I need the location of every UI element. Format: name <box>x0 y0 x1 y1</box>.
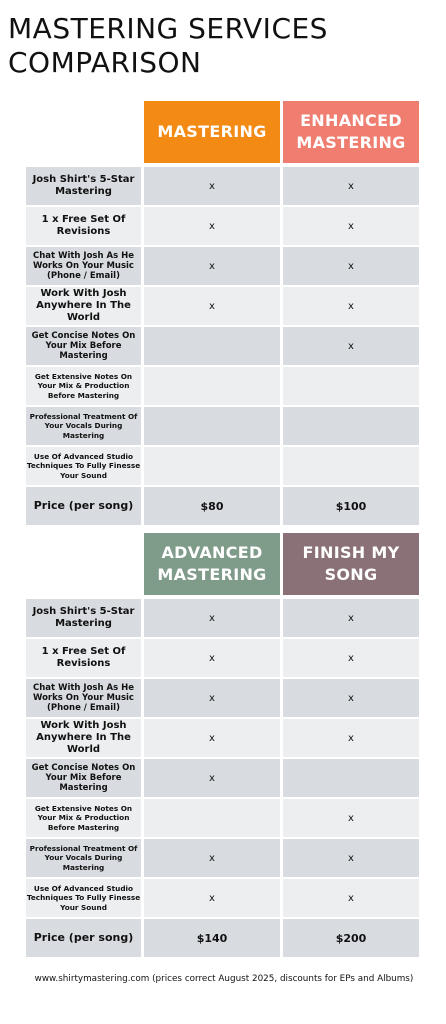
table-row <box>26 207 421 245</box>
feature-label: Use Of Advanced Studio Techniques To Fully Finesse Your Sound <box>26 879 141 917</box>
feature-mark <box>144 327 280 365</box>
feature-mark: x <box>283 839 419 877</box>
feature-label: Work With Josh Anywhere In The World <box>26 287 141 325</box>
table-header-row <box>26 533 421 595</box>
feature-mark <box>283 367 419 405</box>
feature-mark: x <box>283 327 419 365</box>
feature-mark <box>144 367 280 405</box>
feature-mark: x <box>144 759 280 797</box>
feature-label: Get Extensive Notes On Your Mix & Production Before Mastering <box>26 799 141 837</box>
table-row <box>26 639 421 677</box>
price-value: $140 <box>144 919 280 957</box>
table-row <box>26 327 421 365</box>
comparison-table-1 <box>26 101 421 527</box>
title-line-2: COMPARISON <box>8 46 202 79</box>
feature-label: Work With Josh Anywhere In The World <box>26 719 141 757</box>
feature-label: Get Extensive Notes On Your Mix & Production Before Mastering <box>26 367 141 405</box>
feature-label: Get Concise Notes On Your Mix Before Mastering <box>26 759 141 797</box>
table-row <box>26 759 421 797</box>
feature-mark: x <box>144 167 280 205</box>
feature-mark: x <box>283 639 419 677</box>
plan-header-mastering: MASTERING <box>144 101 280 163</box>
price-row <box>26 919 421 957</box>
feature-mark <box>283 759 419 797</box>
title-line-1: MASTERING SERVICES <box>8 12 328 45</box>
feature-mark: x <box>144 207 280 245</box>
feature-label: Professional Treatment Of Your Vocals During Mastering <box>26 839 141 877</box>
table-row <box>26 879 421 917</box>
table-row <box>26 447 421 485</box>
footer-note: www.shirtymastering.com (prices correct August 2025, discounts for EPs and Albums) <box>34 974 414 984</box>
feature-mark: x <box>144 287 280 325</box>
feature-label: Josh Shirt's 5-Star Mastering <box>26 599 141 637</box>
feature-mark: x <box>144 599 280 637</box>
feature-mark: x <box>283 167 419 205</box>
price-value: $100 <box>283 487 419 525</box>
table-row <box>26 367 421 405</box>
table-row <box>26 799 421 837</box>
feature-mark <box>283 407 419 445</box>
feature-label: Professional Treatment Of Your Vocals During Mastering <box>26 407 141 445</box>
header-spacer <box>26 533 141 595</box>
feature-mark: x <box>283 719 419 757</box>
feature-mark: x <box>144 839 280 877</box>
table-row <box>26 167 421 205</box>
comparison-table-2 <box>26 533 421 959</box>
table-row <box>26 839 421 877</box>
feature-mark: x <box>144 639 280 677</box>
feature-mark: x <box>283 287 419 325</box>
plan-header-advanced-mastering: ADVANCED MASTERING <box>144 533 280 595</box>
feature-mark: x <box>144 247 280 285</box>
price-label: Price (per song) <box>26 487 141 525</box>
feature-mark: x <box>283 599 419 637</box>
page-title <box>8 12 438 80</box>
feature-label: Use Of Advanced Studio Techniques To Fully Finesse Your Sound <box>26 447 141 485</box>
plan-header-enhanced-mastering: ENHANCED MASTERING <box>283 101 419 163</box>
feature-mark: x <box>144 879 280 917</box>
feature-label: 1 x Free Set Of Revisions <box>26 639 141 677</box>
feature-mark <box>283 447 419 485</box>
price-row <box>26 487 421 525</box>
price-label: Price (per song) <box>26 919 141 957</box>
feature-mark: x <box>283 247 419 285</box>
price-value: $200 <box>283 919 419 957</box>
table-row <box>26 247 421 285</box>
table-row <box>26 407 421 445</box>
feature-mark <box>144 799 280 837</box>
feature-mark: x <box>144 719 280 757</box>
feature-label: Chat With Josh As He Works On Your Music (Phone / Email) <box>26 679 141 717</box>
feature-label: 1 x Free Set Of Revisions <box>26 207 141 245</box>
feature-label: Chat With Josh As He Works On Your Music (Phone / Email) <box>26 247 141 285</box>
feature-label: Josh Shirt's 5-Star Mastering <box>26 167 141 205</box>
feature-mark <box>144 447 280 485</box>
table-row <box>26 287 421 325</box>
feature-label: Get Concise Notes On Your Mix Before Mastering <box>26 327 141 365</box>
table-row <box>26 679 421 717</box>
feature-mark: x <box>283 879 419 917</box>
table-row <box>26 719 421 757</box>
plan-header-finish-my-song: FINISH MY SONG <box>283 533 419 595</box>
table-row <box>26 599 421 637</box>
header-spacer <box>26 101 141 163</box>
feature-mark: x <box>283 799 419 837</box>
feature-mark: x <box>283 679 419 717</box>
feature-mark <box>144 407 280 445</box>
feature-mark: x <box>144 679 280 717</box>
feature-mark: x <box>283 207 419 245</box>
table-header-row <box>26 101 421 163</box>
price-value: $80 <box>144 487 280 525</box>
